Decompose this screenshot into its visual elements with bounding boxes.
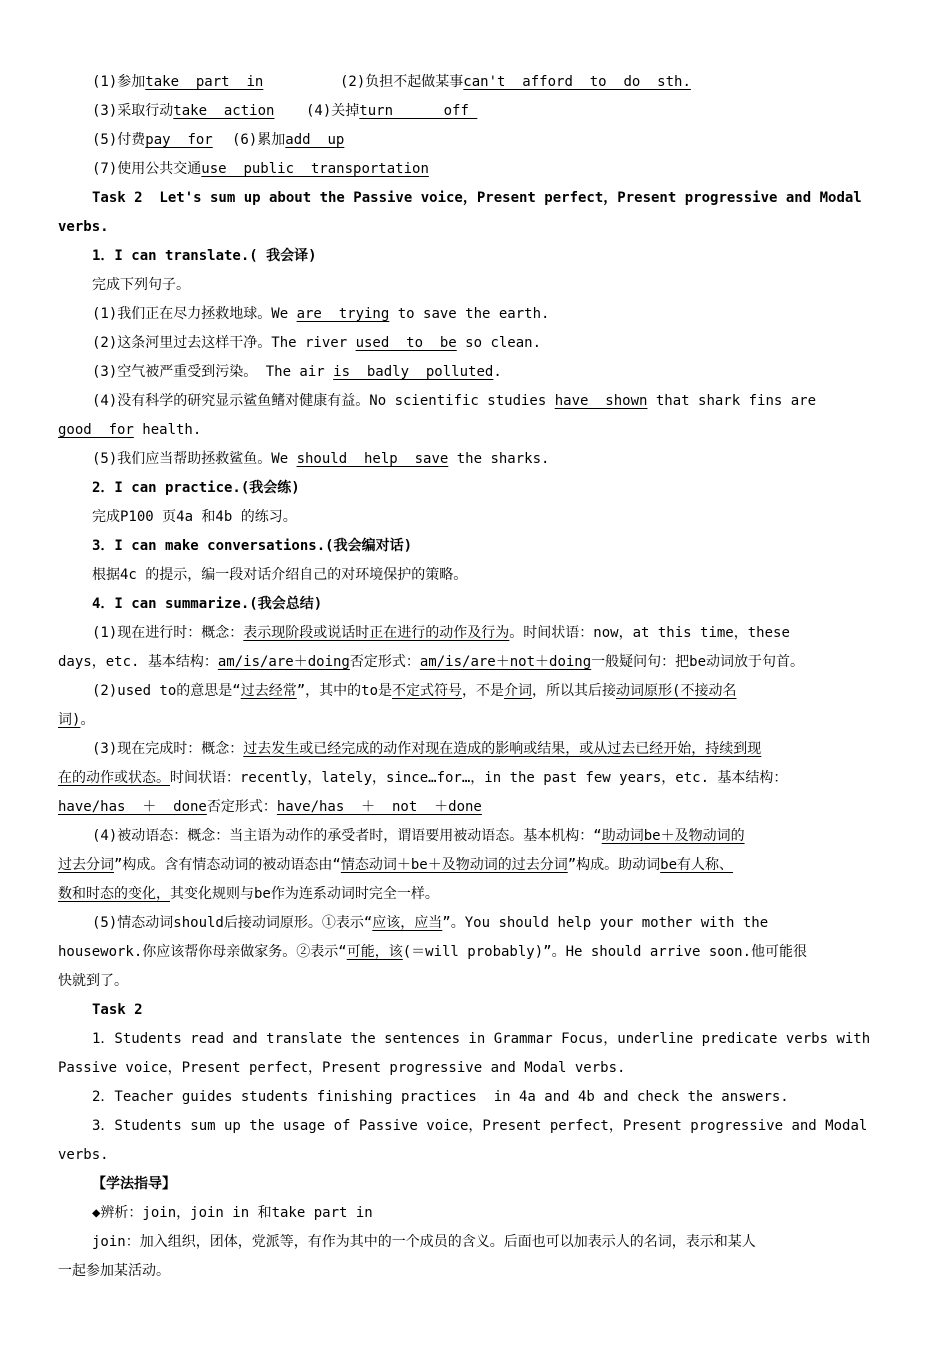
summary-text: days，etc. 基本结构：	[58, 654, 218, 670]
vocab-7-answer: use public transportation	[201, 161, 429, 177]
summary-text: (＝will probably)”。He should arrive soon.他可能很	[402, 944, 808, 960]
summary-answer: 介词	[504, 683, 533, 699]
vocab-line-4	[306, 101, 477, 121]
summary-text: 。时间状语：now，at this time，these	[509, 625, 790, 641]
summary-answer: 情态动词＋be＋及物动词的过去分词	[340, 857, 568, 873]
summary-answer: 词)	[58, 712, 81, 728]
summarize-title: 4．I can summarize.(我会总结)	[92, 596, 323, 612]
summary-answer: 过去经常	[240, 683, 297, 699]
vocab-6-answer: add up	[285, 132, 345, 148]
summary-4-line-2	[58, 855, 733, 875]
summary-4-line-3	[58, 884, 439, 904]
summary-text: (5)情态动词should后接动词原形。①表示“	[92, 915, 373, 931]
summary-text: 一般疑问句：把be动词放于句首。	[591, 654, 805, 670]
summary-answer: 数和时态的变化，	[58, 886, 170, 902]
join-explanation-line-2: 一起参加某活动。	[58, 1263, 170, 1279]
sentence-text: (4)没有科学的研究显示鲨鱼鳍对健康有益。No scientific studies	[92, 393, 555, 409]
translate-sentence-1	[92, 304, 549, 324]
summary-2-line-1	[92, 681, 736, 701]
summary-text: (1)现在进行时：概念：	[92, 625, 244, 641]
sentence-text: so clean.	[456, 335, 542, 351]
summary-1-line-2	[58, 652, 804, 672]
translate-instruction: 完成下列句子。	[92, 277, 190, 293]
task2-heading-line-1: Task 2 Let's sum up about the Passive voice，Present perfect，Present progressive and Modal	[92, 190, 862, 206]
conversation-text: 根据4c 的提示，编一段对话介绍自己的对环境保护的策略。	[92, 567, 468, 583]
vocab-2-label: (2)负担不起做某事	[340, 74, 464, 90]
translate-sentence-4-cont	[58, 420, 201, 440]
sentence-text: (5)我们应当帮助拯救鲨鱼。We	[92, 451, 297, 467]
translate-sentence-5	[92, 449, 549, 469]
summary-answer: am/is/are＋not＋doing	[419, 654, 592, 670]
summary-answer: have/has ＋ done	[58, 799, 207, 815]
summary-text: ，所以其后接	[532, 683, 617, 699]
task2-item-3-line-2: verbs.	[58, 1147, 109, 1163]
summary-answer: 在的动作或状态。	[58, 770, 170, 786]
vocab-3-label: (3)采取行动	[92, 103, 174, 119]
vocab-7-label: (7)使用公共交通	[92, 161, 202, 177]
sentence-text: (2)这条河里过去这样干净。The river	[92, 335, 356, 351]
summary-3-line-1	[92, 739, 761, 759]
summary-text: 否定形式：	[206, 799, 277, 815]
translate-sentence-4	[92, 391, 816, 411]
task2-heading-line-2: verbs.	[58, 219, 109, 235]
vocab-1-answer: take part in	[145, 74, 264, 90]
vocab-4-label: (4)关掉	[306, 103, 360, 119]
sentence-text: (3)空气被严重受到污染。 The air	[92, 364, 334, 380]
summary-text: (3)现在完成时：概念：	[92, 741, 244, 757]
summary-answer: be有人称、	[660, 857, 734, 873]
summary-text: (2)used to的意思是“	[92, 683, 241, 699]
vocab-line-6	[232, 130, 344, 150]
vocab-4-answer: turn off	[359, 103, 478, 119]
summary-text: housework.你应该帮你母亲做家务。②表示“	[58, 944, 347, 960]
summary-text: 其变化规则与be作为连系动词时完全一样。	[170, 886, 439, 902]
summary-answer: 可能，该	[346, 944, 403, 960]
summary-text: (4)被动语态：概念：当主语为动作的承受者时，谓语要用被动语态。基本机构：“	[92, 828, 602, 844]
summary-text: 。	[80, 712, 95, 728]
summary-answer: have/has ＋ not ＋done	[276, 799, 482, 815]
sentence-answer: should help save	[296, 451, 449, 467]
vocab-2-answer: can't afford to do sth.	[463, 74, 691, 90]
summary-text: ”构成。含有情态动词的被动语态由“	[114, 857, 341, 873]
study-guide-bullet: ◆辨析：join，join in 和take part in	[92, 1205, 373, 1221]
study-guide-heading: 【学法指导】	[92, 1176, 176, 1192]
vocab-6-label: (6)累加	[232, 132, 286, 148]
sentence-answer: are trying	[296, 306, 390, 322]
vocab-5-label: (5)付费	[92, 132, 146, 148]
task2-item-1-line-2: Passive voice，Present perfect，Present progressive and Modal verbs.	[58, 1060, 626, 1076]
practice-title: 2．I can practice.(我会练)	[92, 480, 300, 496]
sentence-text: that shark fins are	[647, 393, 817, 409]
vocab-3-answer: take action	[173, 103, 275, 119]
task2-item-2: 2．Teacher guides students finishing practices in 4a and 4b and check the answers.	[92, 1089, 789, 1105]
translate-title: 1．I can translate.( 我会译)	[92, 248, 317, 264]
summary-text: ”构成。助动词	[567, 857, 661, 873]
summary-answer: 助动词be＋及物动词的	[601, 828, 745, 844]
vocab-line-7	[92, 159, 429, 179]
translate-sentence-3	[92, 362, 502, 382]
summary-answer: 应该，应当	[372, 915, 443, 931]
task2-procedure-heading: Task 2	[92, 1002, 143, 1018]
summary-text: ，不是	[462, 683, 505, 699]
join-explanation-line-1: join：加入组织，团体，党派等，有作为其中的一个成员的含义。后面也可以加表示人的名词，表示和某人	[92, 1234, 756, 1250]
sentence-answer: is badly polluted	[333, 364, 494, 380]
vocab-line-5	[92, 130, 213, 150]
conversation-title: 3．I can make conversations.(我会编对话)	[92, 538, 413, 554]
summary-text: 时间状语：recently，lately，since…for…，in the past few years，etc. 基本结构：	[170, 770, 788, 786]
vocab-line-2	[340, 72, 691, 92]
summary-text: ”，其中的to是	[296, 683, 393, 699]
vocab-1-label: (1)参加	[92, 74, 146, 90]
practice-text: 完成P100 页4a 和4b 的练习。	[92, 509, 297, 525]
summary-5-line-2	[58, 942, 807, 962]
summary-answer: 不定式符号	[392, 683, 463, 699]
sentence-text: the sharks.	[448, 451, 550, 467]
summary-3-line-2	[58, 768, 787, 788]
sentence-text: to save the earth.	[389, 306, 550, 322]
summary-3-line-3	[58, 797, 482, 817]
summary-5-line-1	[92, 913, 768, 933]
sentence-text: (1)我们正在尽力拯救地球。We	[92, 306, 297, 322]
task2-item-1-line-1: 1．Students read and translate the sentences in Grammar Focus，underline predicate verbs with	[92, 1031, 871, 1047]
summary-answer: 过去发生或已经完成的动作对现在造成的影响或结果，或从过去已经开始，持续到现	[243, 741, 762, 757]
summary-answer: 动词原形(不接动名	[616, 683, 737, 699]
sentence-answer: have shown	[554, 393, 648, 409]
summary-text: 否定形式：	[349, 654, 420, 670]
sentence-answer: used to be	[355, 335, 457, 351]
summary-answer: 过去分词	[58, 857, 114, 873]
vocab-5-answer: pay for	[145, 132, 213, 148]
sentence-text: health.	[133, 422, 202, 438]
summary-5-line-3: 快就到了。	[58, 973, 128, 989]
sentence-answer: good for	[58, 422, 134, 438]
sentence-text: .	[493, 364, 502, 380]
summary-answer: 表示现阶段或说话时正在进行的动作及行为	[243, 625, 510, 641]
translate-sentence-2	[92, 333, 541, 353]
vocab-line-3	[92, 101, 274, 121]
vocab-line-1	[92, 72, 263, 92]
summary-text: ”。You should help your mother with the	[442, 915, 769, 931]
summary-1-line-1	[92, 623, 790, 643]
summary-2-line-2	[58, 710, 94, 730]
task2-item-3-line-1: 3．Students sum up the usage of Passive voice，Present perfect，Present progressive and Modal	[92, 1118, 868, 1134]
summary-answer: am/is/are＋doing	[217, 654, 350, 670]
summary-4-line-1	[92, 826, 745, 846]
